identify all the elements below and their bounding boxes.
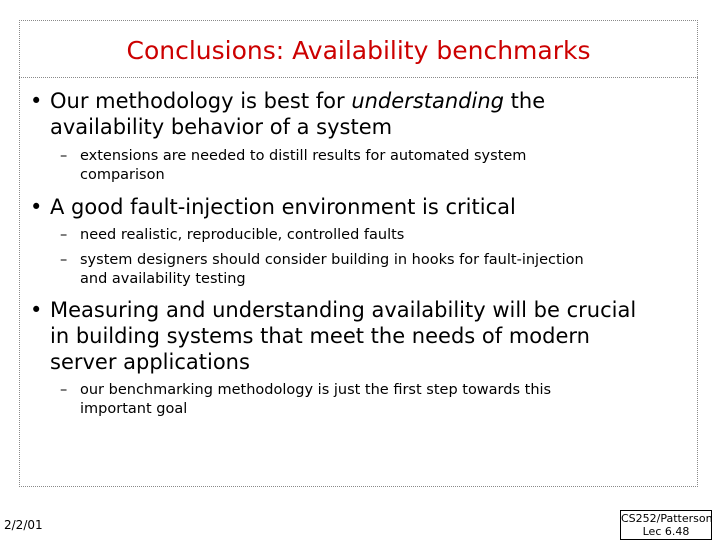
bullet-text (50, 88, 545, 140)
course-name: CS252/Patterson (621, 512, 713, 525)
title-box (19, 20, 698, 78)
sub-bullet-line: important goal (80, 401, 188, 417)
bullet-1 (30, 88, 545, 140)
sub-bullet-marker: – (60, 252, 68, 268)
lecture-number: Lec 6.48 (642, 525, 690, 538)
sub-bullet-1-1 (60, 147, 526, 185)
bullet-text-part: the (503, 89, 546, 113)
bullet-text: A good fault-injection environment is critical (50, 195, 516, 219)
sub-bullet-text (80, 381, 551, 419)
sub-bullet-2-2 (60, 251, 584, 289)
bullet-marker: • (30, 298, 43, 322)
sub-bullet-2-1 (60, 226, 404, 245)
sub-bullet-text: need realistic, reproducible, controlled faults (80, 227, 405, 243)
sub-bullet-marker: – (60, 382, 68, 398)
sub-bullet-text (80, 251, 584, 289)
bullet-text-line: Measuring and understanding availability will be crucial (50, 298, 637, 322)
bullet-text-emphasis: understanding (351, 89, 504, 113)
course-label-box (620, 510, 712, 540)
slide-date: 2/2/01 (4, 518, 43, 532)
bullet-text-line: server applications (50, 350, 250, 374)
bullet-2 (30, 194, 516, 220)
sub-bullet-line: our benchmarking methodology is just the first step towards this (80, 382, 552, 398)
sub-bullet-marker: – (60, 148, 68, 164)
bullet-text-line: availability behavior of a system (50, 115, 393, 139)
bullet-marker: • (30, 195, 43, 219)
sub-bullet-marker: – (60, 227, 68, 243)
sub-bullet-line: system designers should consider building in hooks for fault-injection (80, 252, 584, 268)
bullet-text-part: Our methodology is best for (50, 89, 352, 113)
sub-bullet-line: and availability testing (80, 271, 246, 287)
bullet-text-line: in building systems that meet the needs of modern (50, 324, 590, 348)
bullet-3 (30, 297, 636, 375)
sub-bullet-3-1 (60, 381, 551, 419)
bullet-text (50, 297, 636, 375)
sub-bullet-line: extensions are needed to distill results for automated system (80, 148, 527, 164)
sub-bullet-text (80, 147, 526, 185)
slide-title: Conclusions: Availability benchmarks (126, 36, 591, 65)
bullet-marker: • (30, 89, 43, 113)
sub-bullet-line: comparison (80, 167, 165, 183)
